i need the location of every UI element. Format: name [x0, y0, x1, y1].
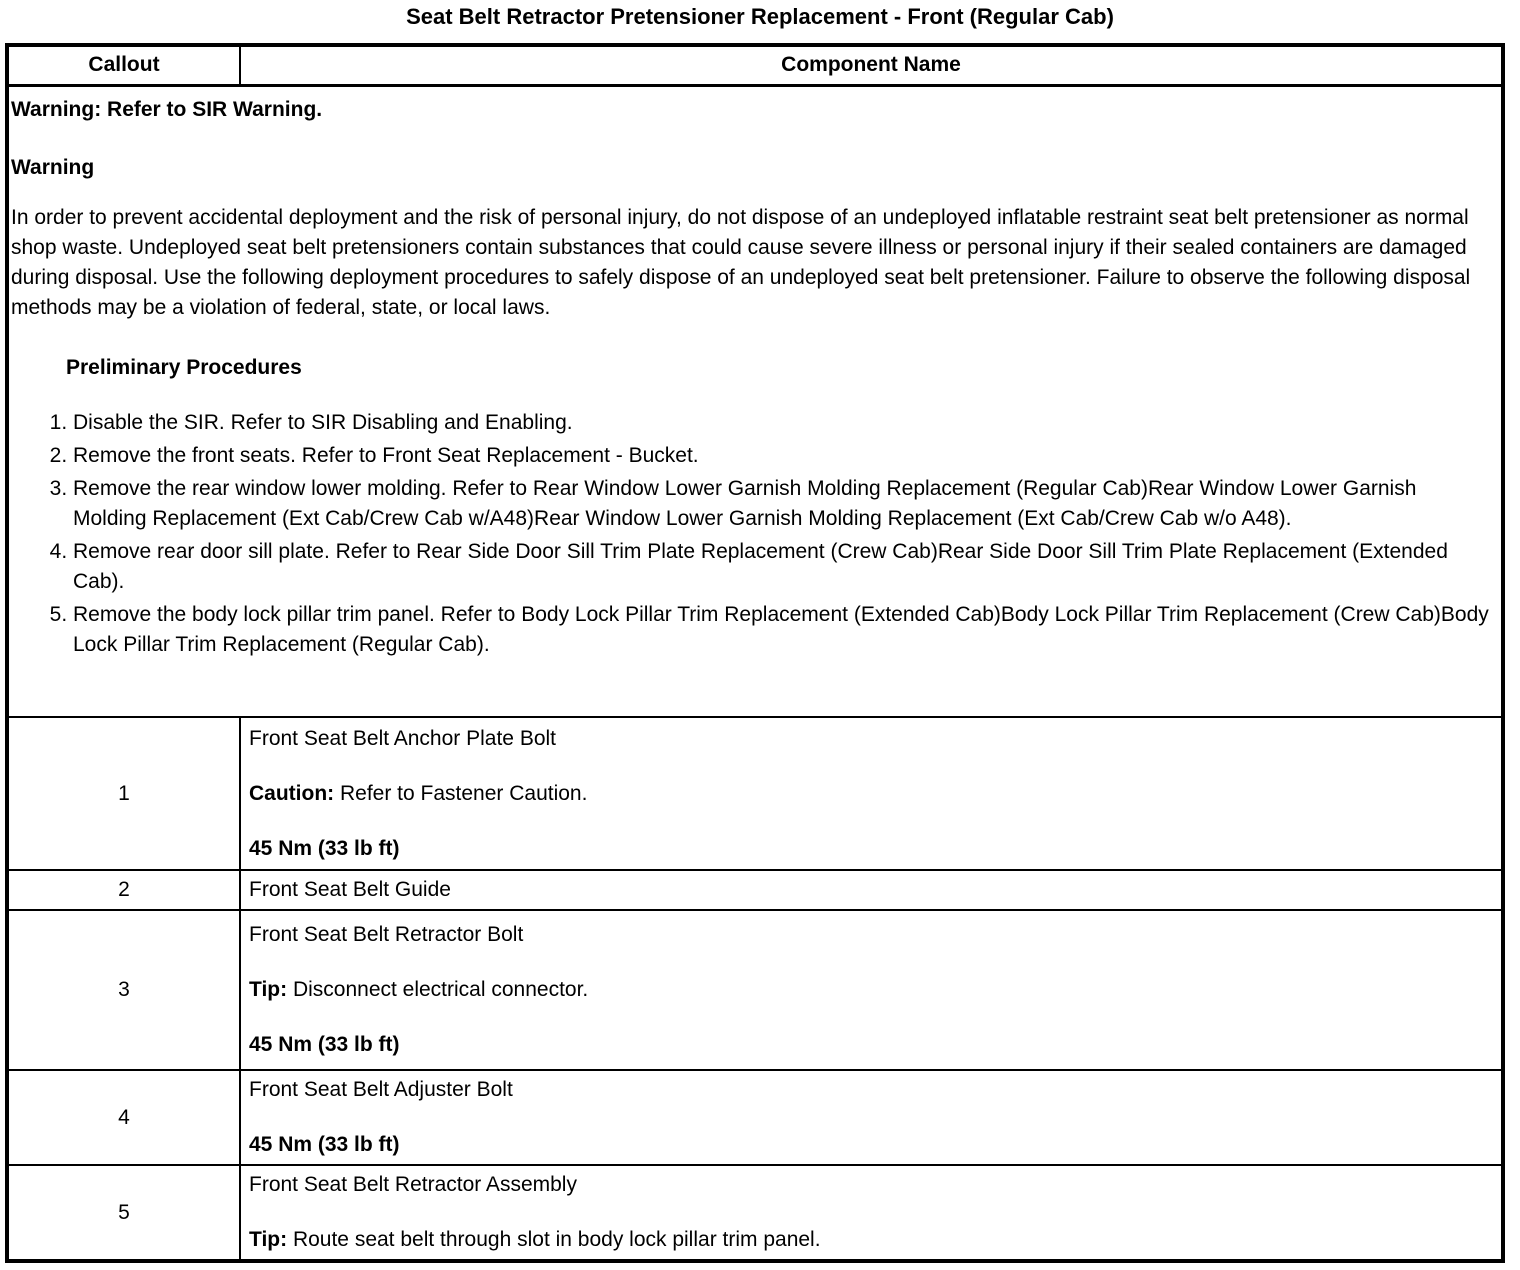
preliminary-steps-list [11, 408, 1493, 660]
column-header-component: Component Name [240, 45, 1503, 85]
table-row-callout-2 [7, 870, 1503, 910]
torque-spec: 45 Nm (33 lb ft) [249, 836, 400, 860]
callout-number: 3 [7, 910, 240, 1070]
table-row-callout-1 [7, 717, 1503, 870]
callout-number: 5 [7, 1165, 240, 1261]
warning-body-text: In order to prevent accidental deployment and the risk of personal injury, do not dispose of an undeployed inflatable restraint seat belt pretensioner as normal shop waste. Undeployed seat belt pretensioners contain substances that could cause severe illness or personal injury if their sealed containers are damaged during disposal. Use the following deployment procedures to safely dispose of an undeployed seat belt pretensioner. Failure to observe the following disposal methods may be a violation of federal, state, or local laws. [11, 205, 1471, 319]
warning-reference: Warning: Refer to SIR Warning. [11, 97, 323, 121]
note-text: Route seat belt through slot in body lock pillar trim panel. [287, 1228, 821, 1251]
component-cell [240, 1165, 1503, 1261]
component-note [249, 1225, 1493, 1255]
callout-table [5, 43, 1505, 1263]
component-note [249, 975, 1493, 1005]
preliminary-step-3: 3. Remove the rear window lower molding. Refer to Rear Window Lower Garnish Molding Replacement (Regular Cab)Rear Window Lower Garnish Molding Replacement (Ext Cab/Crew Cab w/A48)Rear Window Lower Garnish Molding Replacement (Ext Cab/Crew Cab w/o A48). [73, 474, 1493, 534]
warning-notes-cell [7, 85, 1503, 717]
component-cell [240, 1070, 1503, 1165]
preliminary-procedures-heading: Preliminary Procedures [66, 355, 302, 379]
column-header-callout: Callout [7, 45, 240, 85]
component-name: Front Seat Belt Retractor Assembly [249, 1173, 577, 1196]
torque-spec: 45 Nm (33 lb ft) [249, 1033, 400, 1056]
table-header-row [7, 45, 1503, 85]
note-label: Tip: [249, 1228, 288, 1251]
torque-spec: 45 Nm (33 lb ft) [249, 1133, 400, 1156]
component-name: Front Seat Belt Adjuster Bolt [249, 1078, 513, 1101]
component-name: Front Seat Belt Retractor Bolt [249, 923, 524, 946]
callout-number: 4 [7, 1070, 240, 1165]
component-note [249, 779, 1493, 809]
page-title: Seat Belt Retractor Pretensioner Replacement - Front (Regular Cab) [406, 4, 1114, 29]
note-text: Disconnect electrical connector. [287, 978, 589, 1001]
table-row-callout-4 [7, 1070, 1503, 1165]
callout-number: 2 [7, 870, 240, 910]
preliminary-step-4: 4. Remove rear door sill plate. Refer to Rear Side Door Sill Trim Plate Replacement (Crew Cab)Rear Side Door Sill Trim Plate Replacement (Extended Cab). [73, 537, 1493, 597]
component-cell [240, 910, 1503, 1070]
note-text: Refer to Fastener Caution. [334, 781, 588, 805]
component-cell [240, 717, 1503, 870]
component-name: Front Seat Belt Guide [249, 878, 451, 901]
component-name: Front Seat Belt Anchor Plate Bolt [249, 726, 557, 750]
warning-notes-row [7, 85, 1503, 717]
warning-heading: Warning [11, 155, 95, 179]
note-label: Caution: [249, 781, 335, 805]
preliminary-step-2: 2. Remove the front seats. Refer to Front Seat Replacement - Bucket. [73, 441, 1493, 471]
preliminary-step-5: 5. Remove the body lock pillar trim panel. Refer to Body Lock Pillar Trim Replacement (Extended Cab)Body Lock Pillar Trim Replacement (Crew Cab)Body Lock Pillar Trim Replacement (Regular Cab). [73, 600, 1493, 660]
table-row-callout-5 [7, 1165, 1503, 1261]
table-row-callout-3 [7, 910, 1503, 1070]
note-label: Tip: [249, 978, 288, 1001]
callout-number: 1 [7, 717, 240, 870]
component-cell [240, 870, 1503, 910]
preliminary-step-1: 1. Disable the SIR. Refer to SIR Disabling and Enabling. [73, 408, 1493, 438]
